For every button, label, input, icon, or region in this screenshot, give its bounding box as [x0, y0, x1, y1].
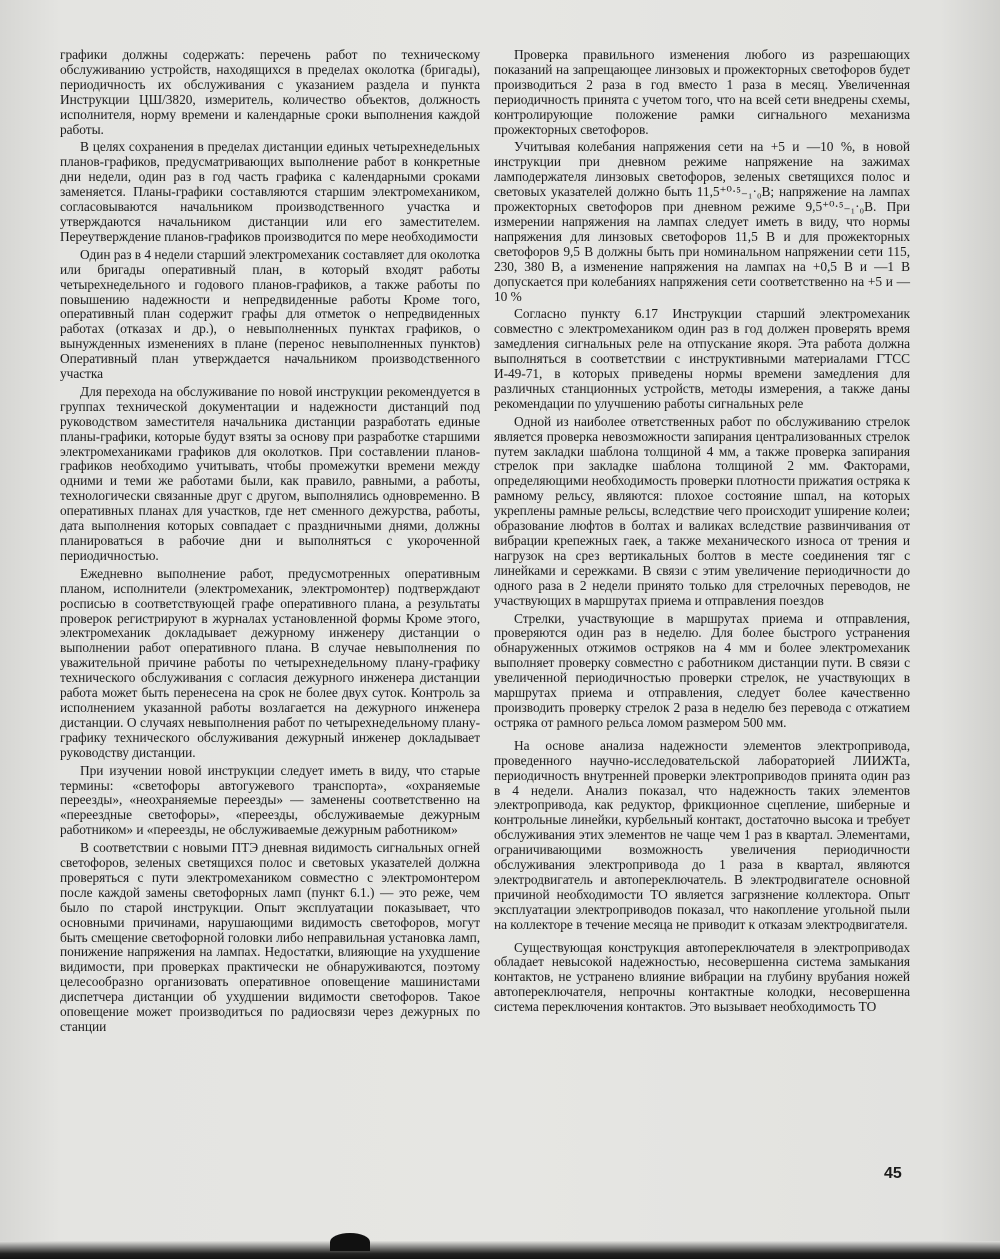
paragraph: Существующая конструкция автопереключателя в электроприводах обладает невысокой надежностью, несовершенна система замыкания контактов, не устранено влияние вибрации на глубину врубания ножей автопереключателя, непрочны контактные колодки, несовершенна система переключения контактов. Это вызывает необходимость ТО	[494, 939, 910, 1015]
page-number: 45	[884, 1165, 902, 1182]
paragraph: В соответствии с новыми ПТЭ дневная видимость сигнальных огней светофоров, зеленых светящихся полос и световых указателей должна проверяться с пути электромехаником совместно с электромонтером после каждой замены светофорных ламп (пункт 6.1.) — это реже, чем было по старой инструкции. Опыт эксплуатации показывает, что основными причинами, нарушающими видимость светофоров, могут быть смещение светофорной головки либо неправильная установка ламп, понижение напряжения на лампах. Недостатки, влияющие на ухудшение видимости, при проверках практически не обнаруживаются, поэтому целесообразно организовать оперативное оповещение машинистами диспетчера дистанции об ухудшении видимости светофоров. Такое оповещение может производиться по радиосвязи через дежурных по станции	[60, 840, 480, 1034]
paragraph: Согласно пункту 6.17 Инструкции старший электромеханик совместно с электромехаником один раз в год должен проверять время замедления сигнальных реле на отпускание якоря. Эта работа должна выполняться в соответствии с инструктивными материалами ГТСС И-49-71, в которых приведены нормы времени замедления для различных станционных устройств, методы измерения, а также даны рекомендации по улучшению работы сигнальных реле	[494, 306, 910, 411]
paragraph: Один раз в 4 недели старший электромеханик составляет для околотка или бригады оперативный план, в который входят работы четырехнедельного и годового планов-графиков, а также работы по повышению надежности и непредвиденные работы Кроме того, оперативный план содержит графы для отметок о непредвиденных работах (отказах и др.), о невыполненных пунктах графиков, о вынужденных изменениях в плане (перенос невыполненных пунктов) Оперативный план утверждается начальником производственного участка	[60, 246, 480, 382]
paragraph: графики должны содержать: перечень работ по техническому обслуживанию устройств, находящихся в пределах околотка (бригады), периодичность их обслуживания с указанием раздела и пункта Инструкции ЦШ/3820, измеритель, количество объектов, должность исполнителя, норму времени и календарные сроки выполнения каждой работы.	[60, 47, 480, 137]
paragraph: Ежедневно выполнение работ, предусмотренных оперативным планом, исполнители (электромеханик, электромонтер) подтверждают росписью в соответствующей графе оперативного плана, а результаты проверок регистрируют в журналах установленной формы Кроме этого, электромеханик докладывает дежурному инженеру дистанции о выполнении работ оперативного плана. В случае невыполнения по уважительной причине работы по четырехнедельному плану-графику технического обслуживания с согласия дежурного инженера дистанции работа может быть перенесена на срок не более двух суток. Контроль за исполнением указанной работы возлагается на дежурного инженера дистанции. О случаях невыполнения работ по четырехнедельному плану-графику технического обслуживания дежурный инженер докладывает руководству дистанции.	[60, 565, 480, 760]
paragraph: В целях сохранения в пределах дистанции единых четырехнедельных планов-графиков, предусматривающих выполнение работ в конкретные дни недели, один раз в год часть графика с календарными сроками заменяется. Планы-графики составляются старшим электромехаником, согласовываются начальником производственного участка и утверждаются начальником дистанции или его заместителем. Переутверждение планов-графиков производится по мере необходимости	[60, 139, 480, 244]
right-column	[494, 48, 910, 1018]
scan-edge-shadow	[0, 1241, 1000, 1259]
paragraph: Проверка правильного изменения любого из разрешающих показаний на запрещающее линзовых и прожекторных светофоров будет производиться 2 раза в год вместо 1 раза в месяц. Увеличенная периодичность принята с учетом того, что на всей сети внедрены схемы, контролирующие положение рамки сигнального механизма прожекторных светофоров.	[494, 47, 910, 137]
paragraph: Стрелки, участвующие в маршрутах приема и отправления, проверяются один раз в неделю. Для более быстрого устранения обнаруженных отжимов остряков на 4 мм и более электромеханик выполняет проверку совместно с работником дистанции пути. В связи с увеличенной периодичностью проверки стрелок, не участвующих в маршрутах приема и отправления, следует более качественно производить проверку стрелок 2 раза в неделю без перевода с отжатием остряка от рамного рельса ломом размером 500 мм.	[494, 610, 910, 730]
paragraph: Одной из наиболее ответственных работ по обслуживанию стрелок является проверка невозможности запирания централизованных стрелок путем закладки шаблона толщиной 4 мм, а также проверка запирания стрелок при закладке шаблона толщиной 2 мм. Факторами, определяющими необходимость проверки плотности прижатия остряка к рамному рельсу, являются: плохое состояние шпал, на которых укреплены рамные рельсы, вследствие чего происходит уширение колеи; образование люфтов в болтах и валиках вследствие развинчивания от вибрации крепежных гаек, а также механического износа от трения и нагрузок на срез вертикальных болтов в месте соединения тяг с линейками и сережками. В связи с этим увеличение периодичности до одного раза в 2 недели принято только для стрелочных переводов, не участвующих в маршрутах приема и отправления поездов	[494, 413, 910, 608]
paragraph: Учитывая колебания напряжения сети на +5 и —10 %, в новой инструкции при дневном режиме напряжение на зажимах ламподержателя линзовых светофоров, зеленых светящихся полос и световых указателей должно быть 11,5⁺⁰·⁵₋₁·₀В; напряжение на лампах прожекторных светофоров при дневном режиме 9,5⁺⁰·⁵₋₁·₀В. При измерении напряжения на лампах следует иметь в виду, что нормы напряжения для линзовых светофоров 11,5 В и для прожекторных светофоров 9,5 В должны быть при номинальном напряжении сети 115, 230, 380 В, а изменение напряжения на лампах на +0,5 В и —1 В допускается при колебаниях напряжения сети соответственно на +5 и —10 %	[494, 139, 910, 304]
paragraph: На основе анализа надежности элементов электропривода, проведенного научно-исследовательской лабораторией ЛИИЖТа, периодичность внутренней проверки электроприводов принята один раз в 4 недели. Анализ показал, что надежность таких элементов электропривода, как редуктор, фрикционное сцепление, шиберные и контрольные линейки, курбельный контакт, достаточно высока и требует обслуживания этих элементов не чаще чем 1 раз в квартал. Элементами, ограничивающими возможность увеличения периодичности обслуживания электропривода до 1 раза в квартал, являются электродвигатель и автопереключатель. В электродвигателе основной причиной необходимости ТО является загрязнение коллектора. Опыт эксплуатации электроприводов показал, что накопление угольной пыли на коллекторе в течение месяца не приводит к отказам электродвигателя.	[494, 737, 910, 932]
scan-artifact	[330, 1233, 370, 1251]
left-column	[60, 48, 480, 1038]
paragraph: При изучении новой инструкции следует иметь в виду, что старые термины: «светофоры автогужевого транспорта», «охраняемые переезды», «неохраняемые переезды» — заменены соответственно на «переездные светофоры», «переезды, обслуживаемые дежурным работником» и «переезды, не обслуживаемые дежурным работником»	[60, 762, 480, 838]
paragraph: Для перехода на обслуживание по новой инструкции рекомендуется в группах технической документации и надежности дистанций под руководством заместителя начальника дистанции разработать единые планы-графики, которые будут взяты за основу при разработке старшими электромеханиками графиков для околотков. При составлении планов-графиков необходимо учитывать, чтобы промежутки времени между одними и теми же работами были, как правило, равными, а работы, технологически связанные друг с другом, выполнялись одновременно. В оперативных планах для участков, где нет сменного дежурства, работы, дата выполнения которых совпадает с праздничными днями, должны планироваться в рабочие дни и выполняться с укороченной периодичностью.	[60, 383, 480, 563]
